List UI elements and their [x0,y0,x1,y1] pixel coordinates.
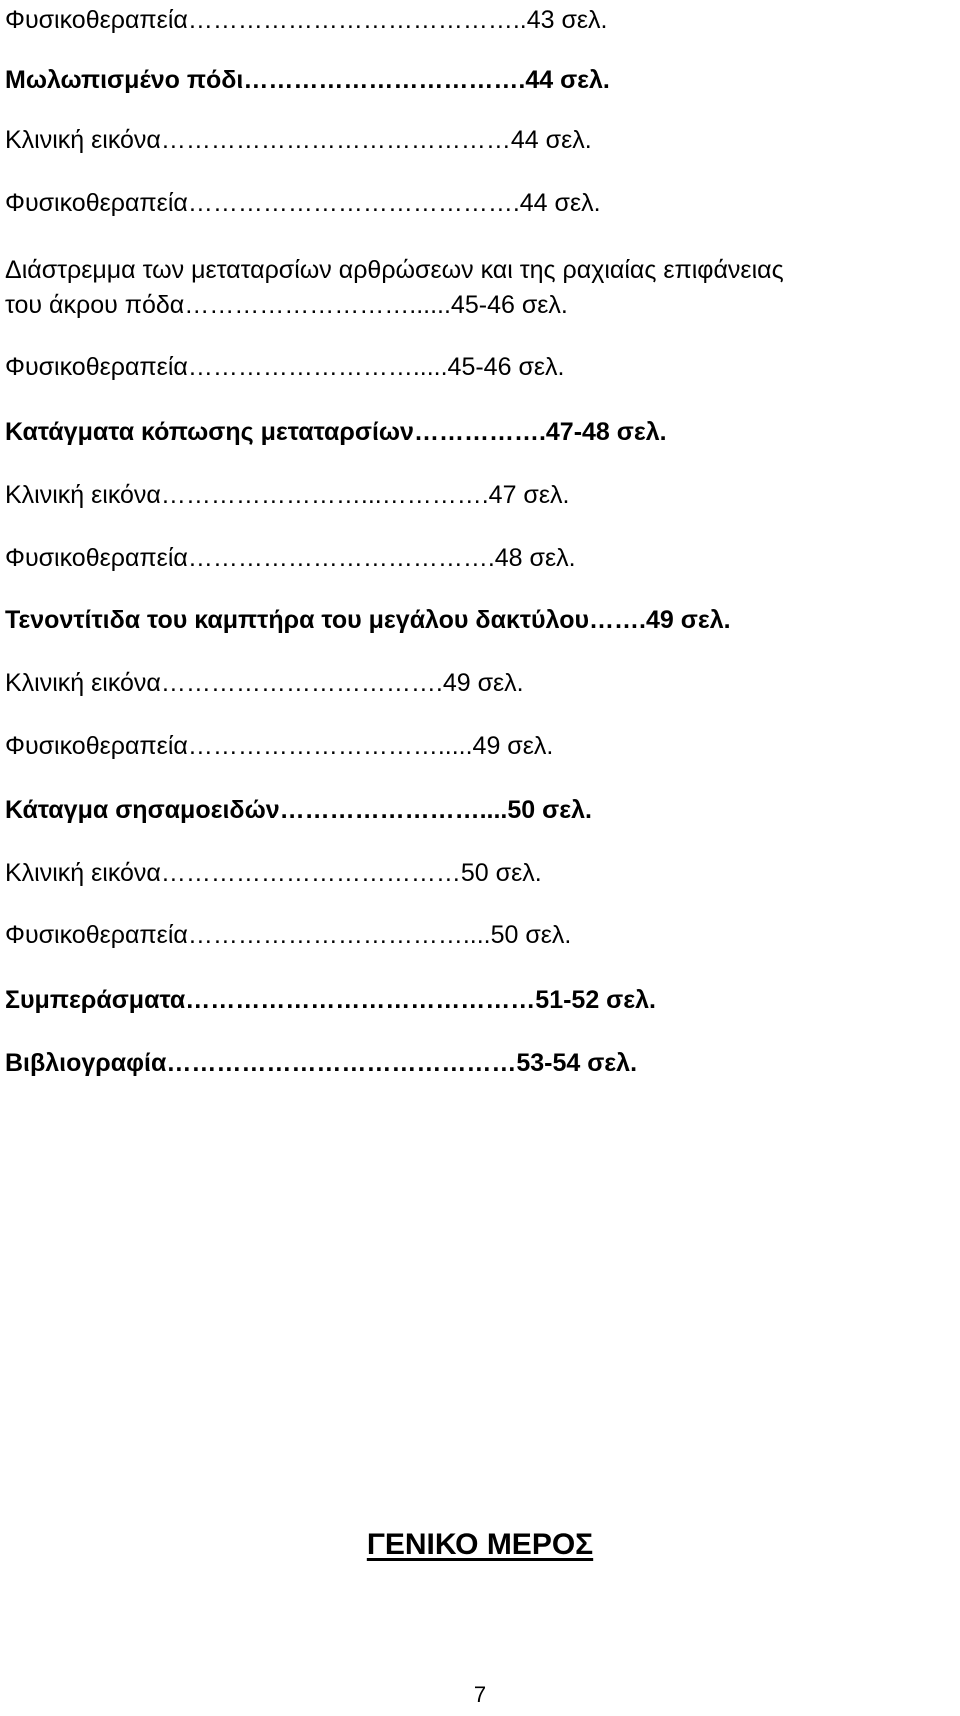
toc-entry-physiotherapy-49: Φυσικοθεραπεία………………………….....49 σελ. [5,732,554,760]
toc-entry-sprain-title-line2: του άκρου πόδα………………………......45-46 σελ. [5,291,568,319]
toc-entry-physiotherapy-44: Φυσικοθεραπεία………………………………….44 σελ. [5,189,601,217]
section-heading: ΓΕΝΙΚΟ ΜΕΡΟΣ [366,1528,594,1561]
toc-entry-clinical-picture-50: Κλινική εικόνα………………………………50 σελ. [5,859,542,887]
toc-entry-stress-fractures: Κατάγματα κόπωσης μεταταρσίων…………….47-48 σελ. [5,418,667,446]
toc-entry-physiotherapy-43: Φυσικοθεραπεία…………………………………..43 σελ. [5,6,608,34]
toc-entry-physiotherapy-45-46: Φυσικοθεραπεία……………………….....45-46 σελ. [5,353,565,381]
toc-entry-conclusions: Συμπεράσματα……………………………………51-52 σελ. [5,986,656,1014]
page-number: 7 [473,1682,487,1707]
toc-entry-sesamoid-fracture: Κάταγμα σησαμοειδών……………………....50 σελ. [5,796,592,824]
toc-entry-bruised-foot: Μωλωπισμένο πόδι…………………………….44 σελ. [5,66,610,94]
toc-entry-physiotherapy-48: Φυσικοθεραπεία……………………………….48 σελ. [5,544,576,572]
toc-entry-physiotherapy-50: Φυσικοθεραπεία……………………………....50 σελ. [5,921,572,949]
toc-entry-bibliography: Βιβλιογραφία……………………………………53-54 σελ. [5,1049,638,1077]
toc-entry-clinical-picture-49: Κλινική εικόνα…………………………….49 σελ. [5,669,524,697]
toc-entry-clinical-picture-47: Κλινική εικόνα……………………...………….47 σελ. [5,481,570,509]
toc-entry-flexor-tendinitis: Τενοντίτιδα του καμπτήρα του μεγάλου δακτύλου…….49 σελ. [5,606,731,634]
toc-entry-clinical-picture-44: Κλινική εικόνα……………………………………44 σελ. [5,126,592,154]
toc-entry-sprain-title-line1: Διάστρεμμα των μεταταρσίων αρθρώσεων και της ραχιαίας επιφάνειας [5,256,784,284]
